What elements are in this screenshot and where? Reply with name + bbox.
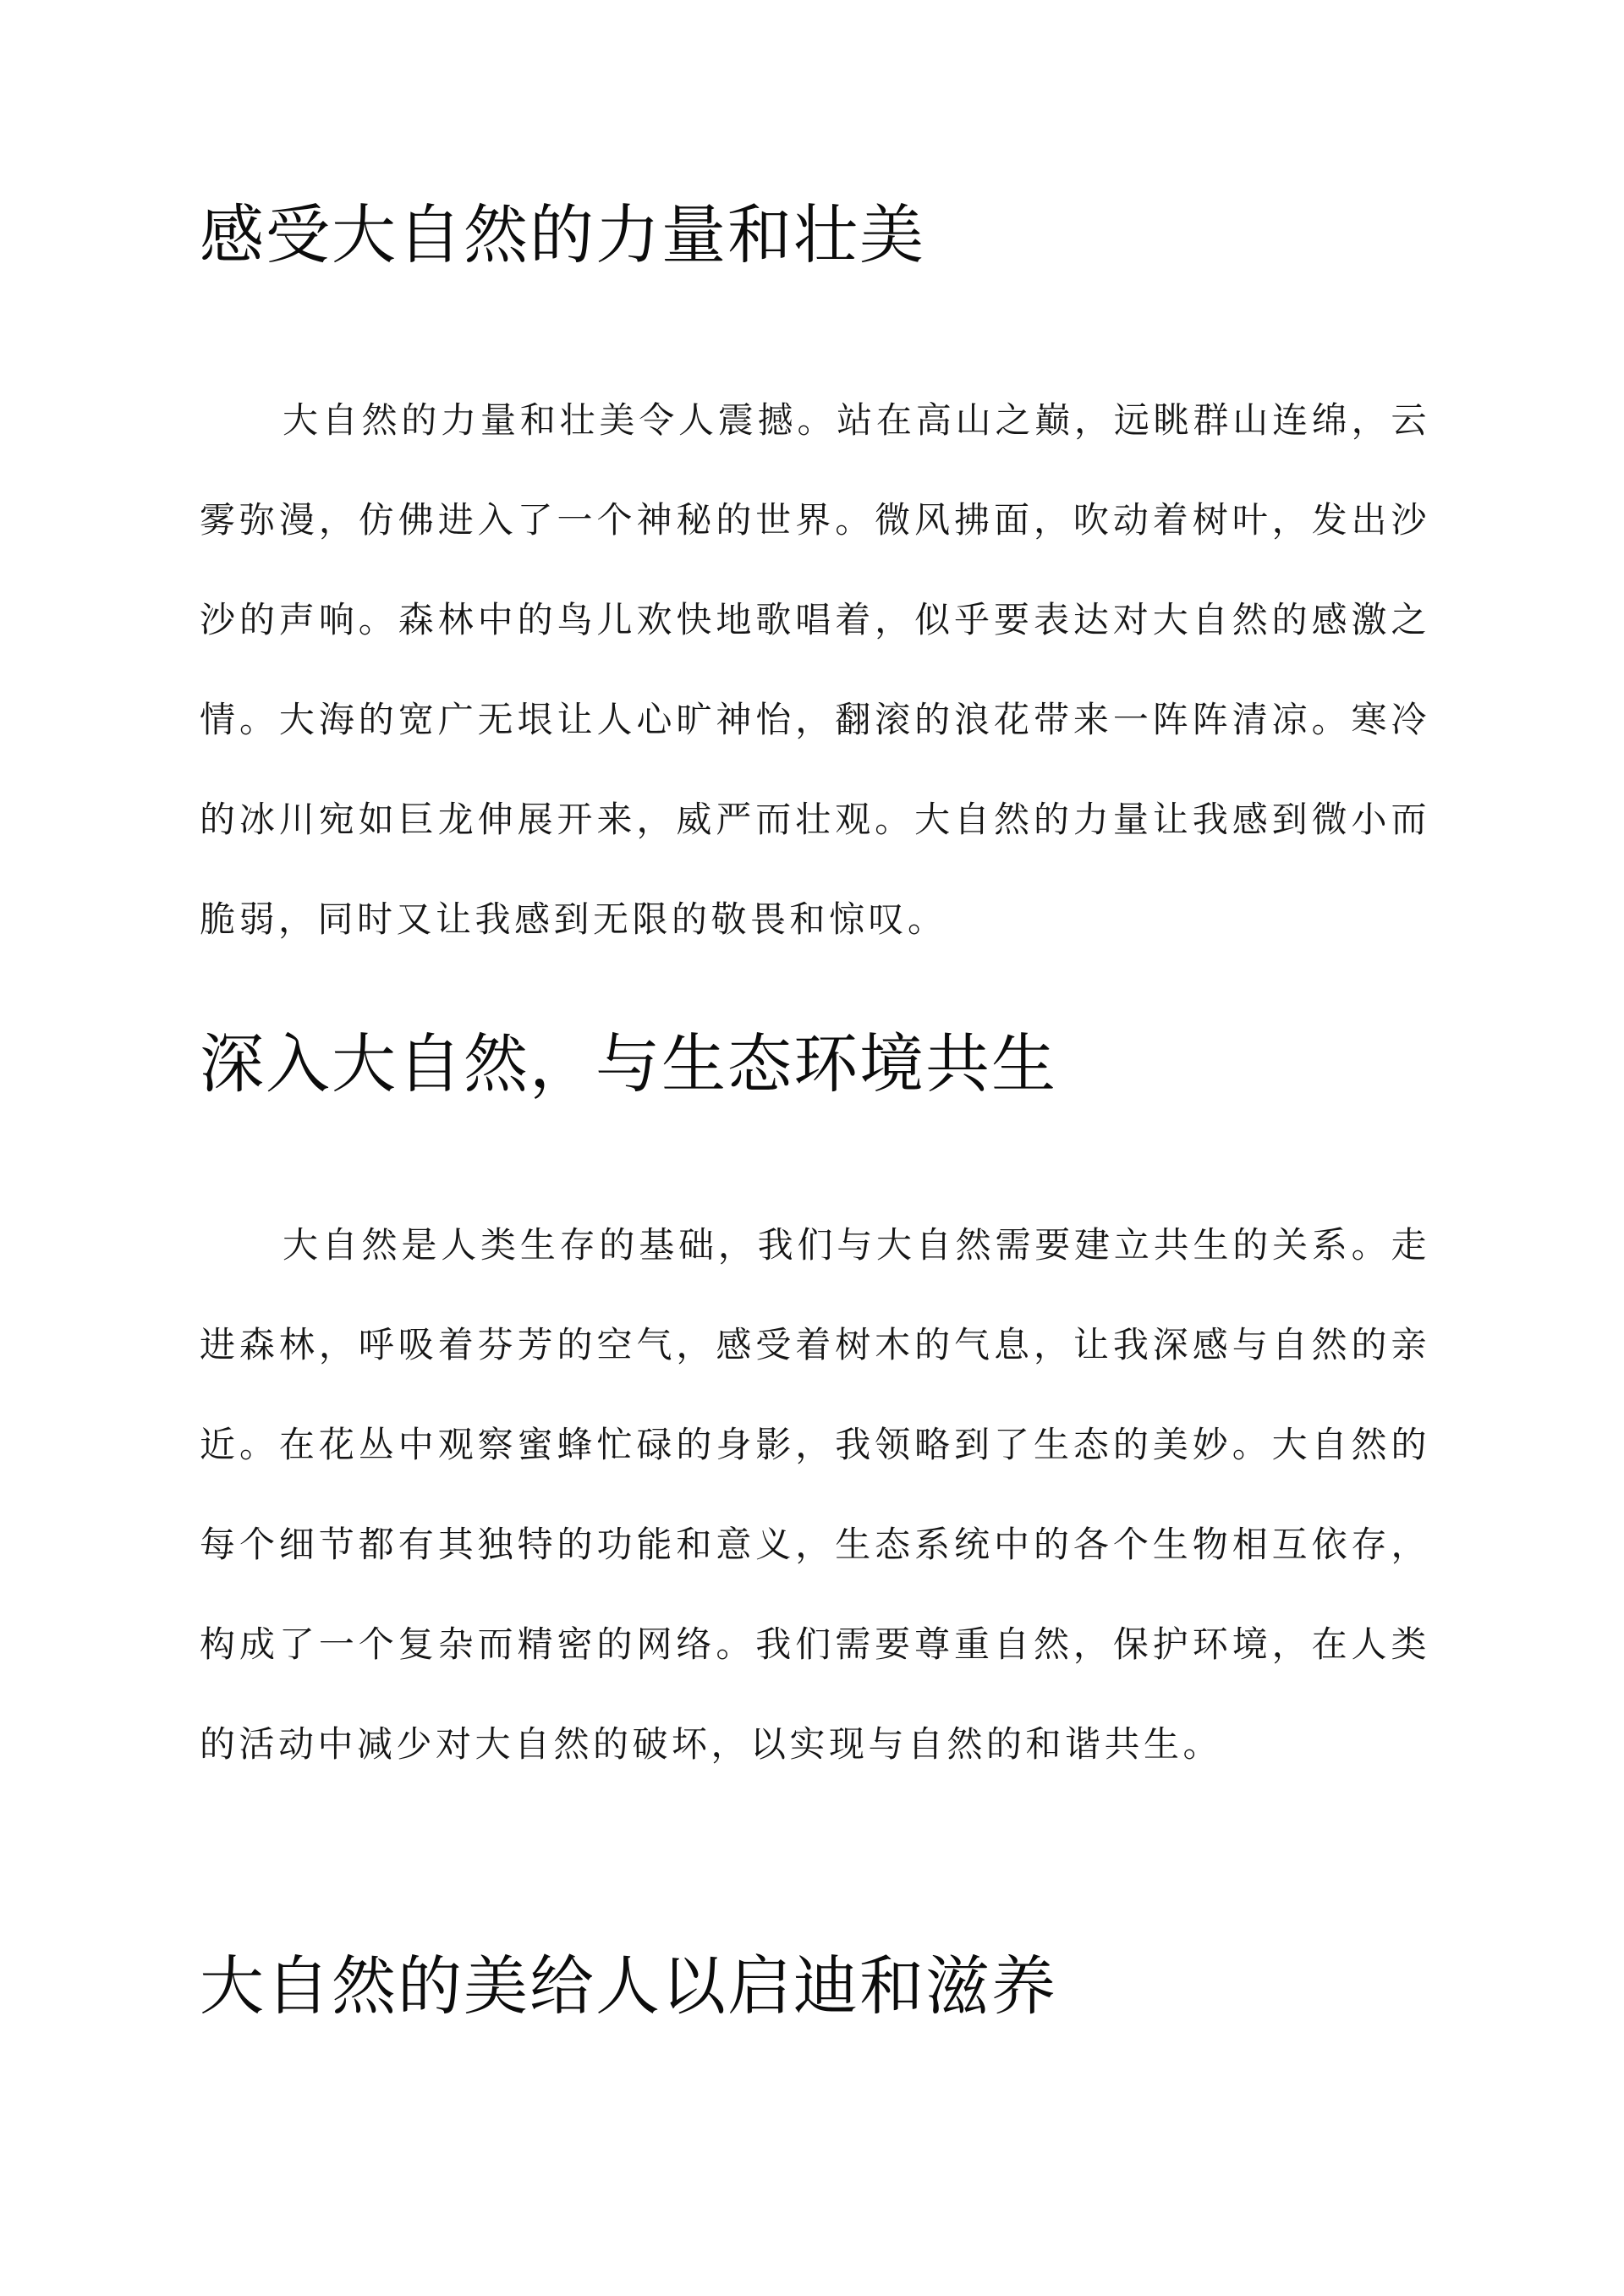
section-heading-2: 深入大自然，与生态环境共生 xyxy=(200,1026,1057,1101)
section-heading-3: 大自然的美给人以启迪和滋养 xyxy=(200,1948,1057,2024)
section-paragraph-1: 大自然的力量和壮美令人震撼。站在高山之巅，远眺群山连绵，云雾弥漫，仿佛进入了一个神秘的世界。微风拂面，吹动着树叶，发出沙沙的声响。森林中的鸟儿欢快地歌唱着，似乎要表达对大自然的感激之情。大海的宽广无垠让人心旷神怡，翻滚的浪花带来一阵阵清凉。寒冷的冰川宛如巨龙伸展开来，威严而壮观。大自然的力量让我感到微小而脆弱，同时又让我感到无限的敬畏和惊叹。 xyxy=(200,399,1430,940)
section-heading-1: 感受大自然的力量和壮美 xyxy=(200,197,925,272)
section-paragraph-2: 大自然是人类生存的基础，我们与大自然需要建立共生的关系。走进森林，呼吸着芬芳的空气，感受着树木的气息，让我深感与自然的亲近。在花丛中观察蜜蜂忙碌的身影，我领略到了生态的美妙。大自然的每个细节都有其独特的功能和意义，生态系统中的各个生物相互依存，构成了一个复杂而精密的网络。我们需要尊重自然，保护环境，在人类的活动中减少对大自然的破坏，以实现与自然的和谐共生。 xyxy=(200,1224,1430,1765)
